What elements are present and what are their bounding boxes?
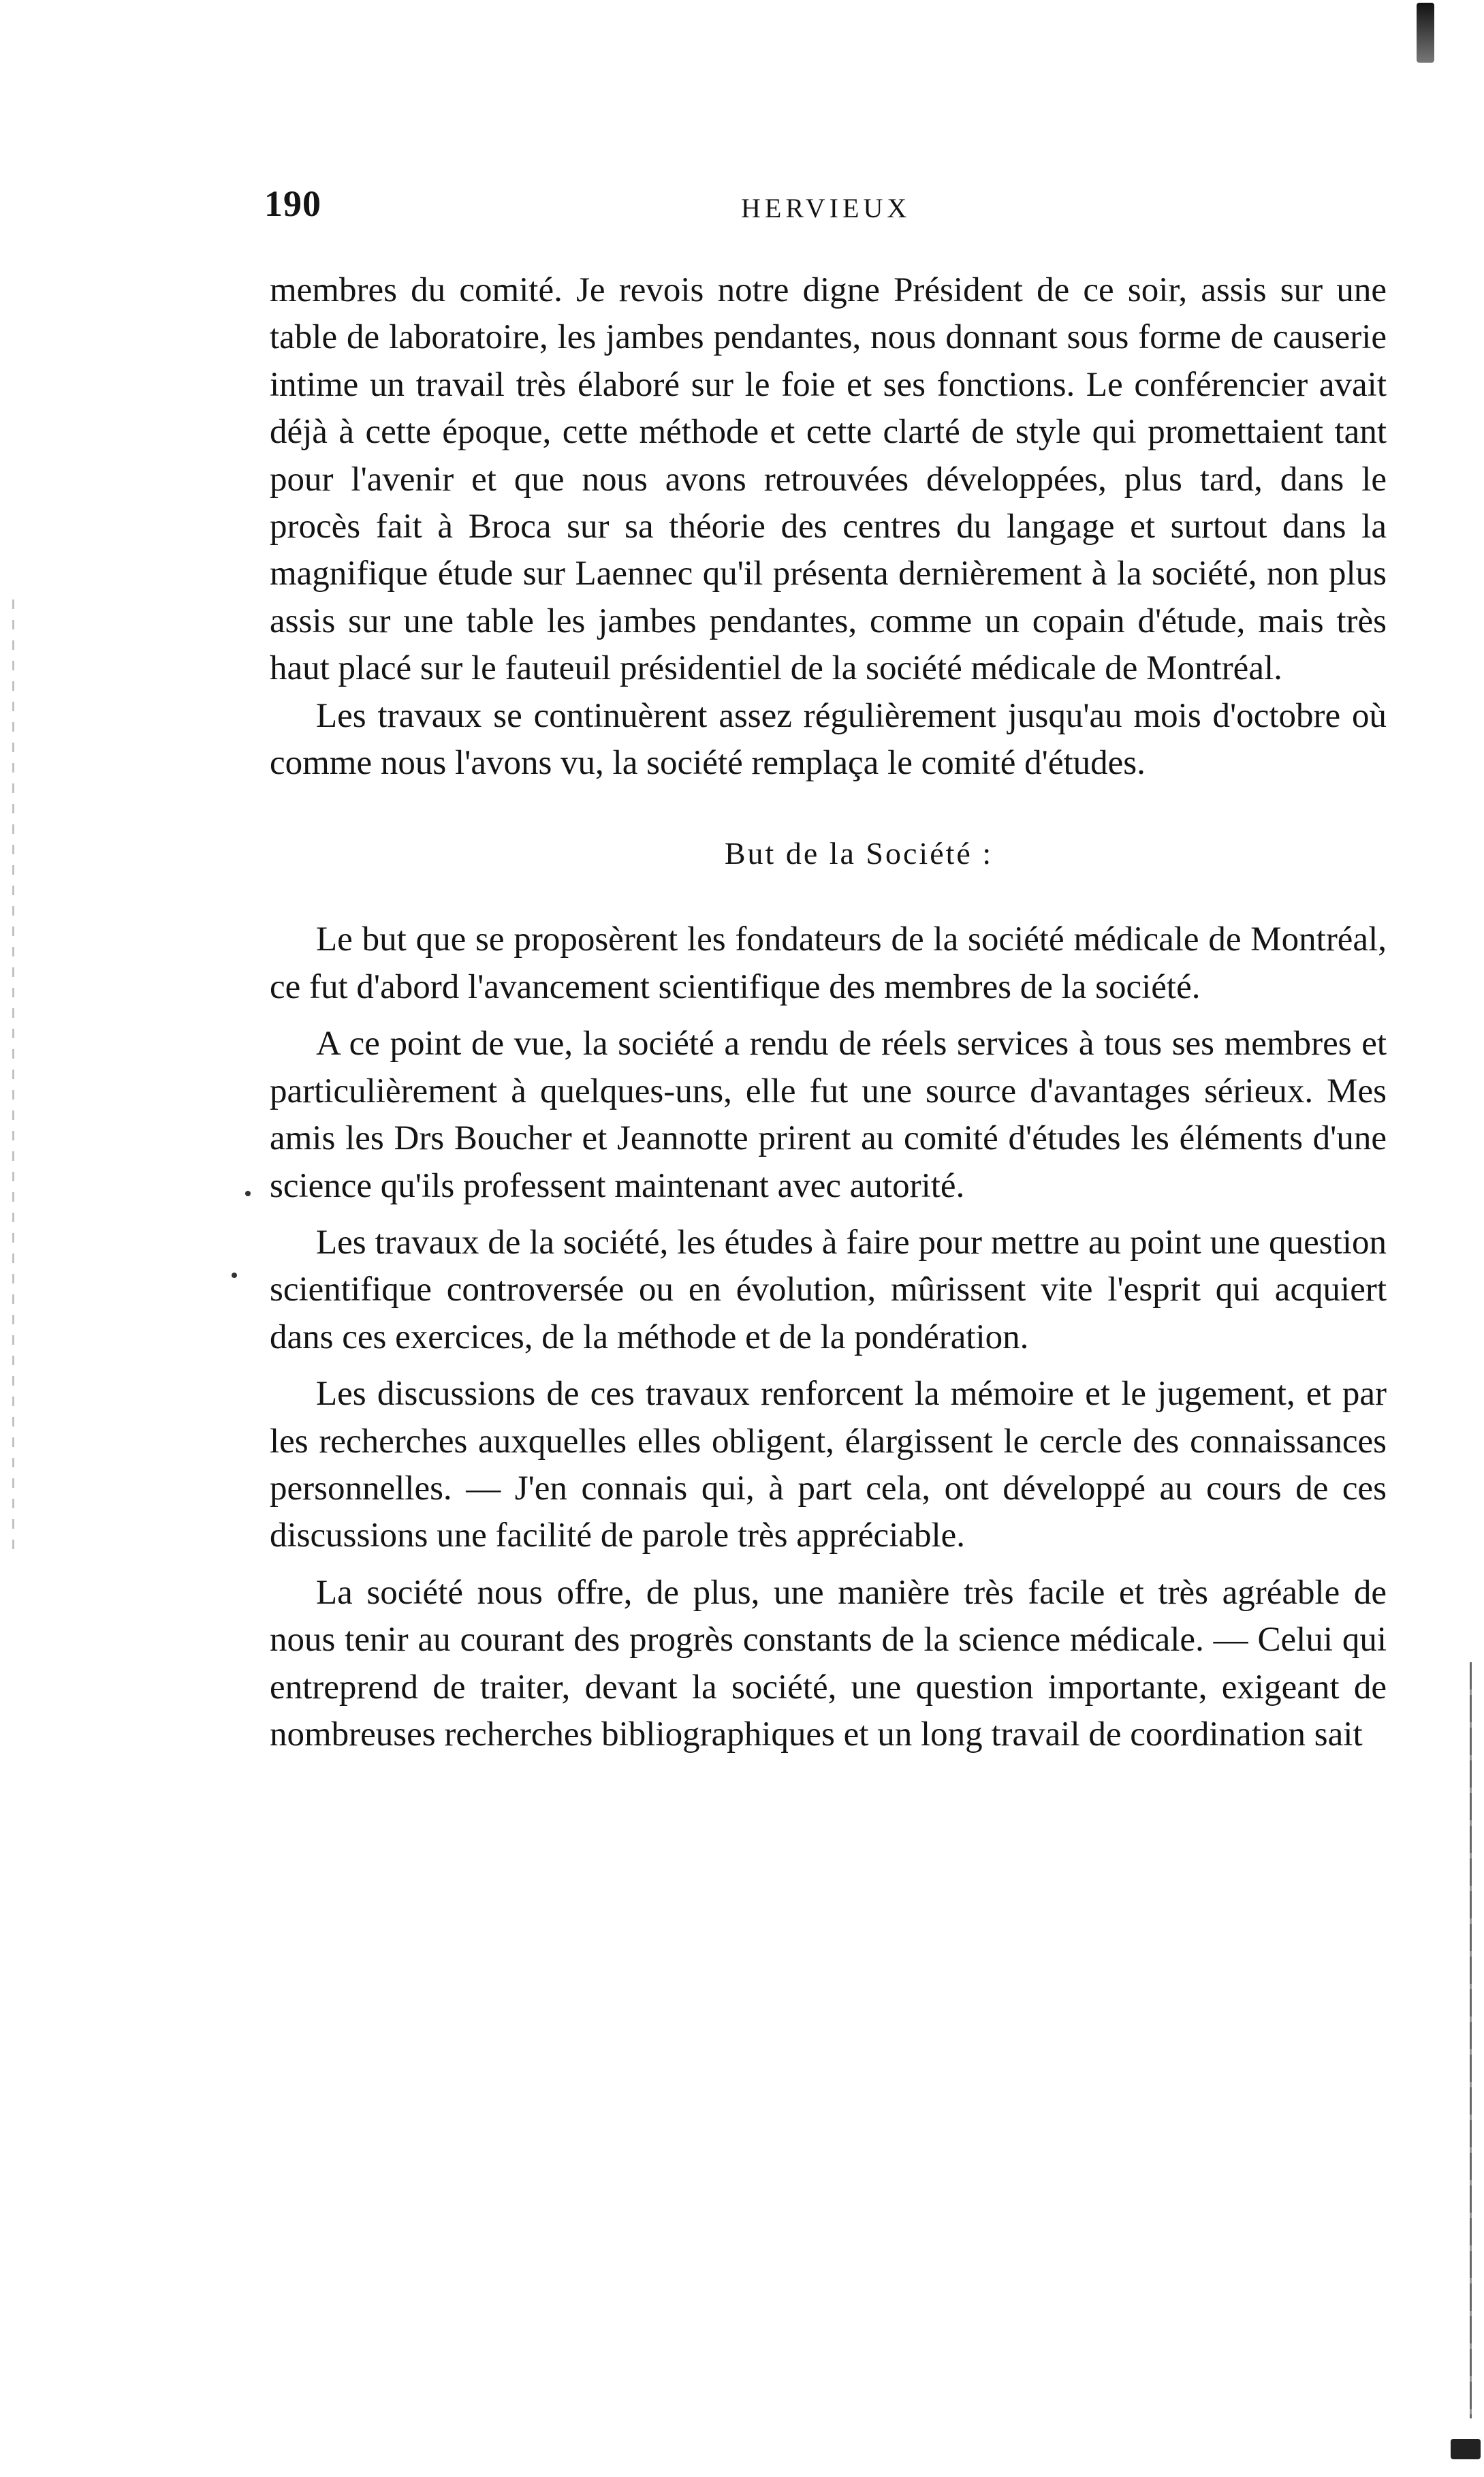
section-heading: But de la Société : [724, 836, 994, 871]
running-head: HERVIEUX [741, 193, 911, 223]
paragraph: Les travaux de la société, les études à faire pour mettre au point une question scientifique controversée ou en évolution, mûrissent vite l'esprit qui acquiert dans ces exercices, de la méthode et de la pondération. [270, 1223, 1387, 1356]
paragraph: membres du comité. Je revois notre digne Président de ce soir, assis sur une table de laboratoire, les jambes pendantes, nous donnant sous forme de causerie intime un travail très élaboré sur le foie et ses fonctions. Le conférencier avait déjà à cette époque, cette méthode et cette clarté de style qui promettaient tant pour l'avenir et que nous avons retrouvées développées, plus tard, dans le procès fait à Broca sur sa théorie des centres du langage et surtout dans la magnifique étude sur Laennec qu'il présenta dernièrement à la société, non plus assis sur une table les jambes pendantes, comme un copain d'étude, mais très haut placé sur le fauteuil présidentiel de la société médicale de Montréal. [270, 271, 1387, 688]
paragraph: Les discussions de ces travaux renforcent la mémoire et le jugement, et par les recherches auxquelles elles obligent, élargissent le cercle des connaissances personnelles. — J'en connais qui, à part cela, ont développé au cours de ces discussions une facilité de parole très appréciable. [270, 1375, 1387, 1555]
page-number: 190 [264, 183, 321, 224]
paragraph: La société nous offre, de plus, une manière très facile et très agréable de nous tenir au courant des progrès constants de la science médicale. — Celui qui entreprend de traiter, devant la société, une question importante, exigeant de nombreuses recherches bibliographiques et un long travail de coordination sait [270, 1573, 1387, 1754]
ink-speck [245, 1191, 251, 1196]
right-edge-artifact [1470, 1662, 1472, 2418]
paragraph: Le but que se proposèrent les fondateurs de la société médicale de Montréal, ce fut d'abord l'avancement scientifique des membres de la société. [270, 920, 1387, 1006]
page-header [264, 183, 1395, 230]
paragraph: Les travaux se continuèrent assez régulièrement jusqu'au mois d'octobre où comme nous l'avons vu, la société remplaça le comité d'études. [270, 696, 1387, 783]
body-text [270, 267, 1387, 1758]
left-margin-artifact [12, 599, 14, 1553]
ink-speck [232, 1273, 237, 1278]
paragraph: A ce point de vue, la société a rendu de réels services à tous ses membres et particulièrement à quelques-uns, elle fut une source d'avantages sérieux. Mes amis les Drs Boucher et Jeannotte prirent au comité d'études les éléments d'une science qu'ils professent maintenant avec autorité. [270, 1025, 1387, 1205]
scan-artifact [1451, 2439, 1481, 2459]
scan-artifact [1417, 3, 1434, 63]
